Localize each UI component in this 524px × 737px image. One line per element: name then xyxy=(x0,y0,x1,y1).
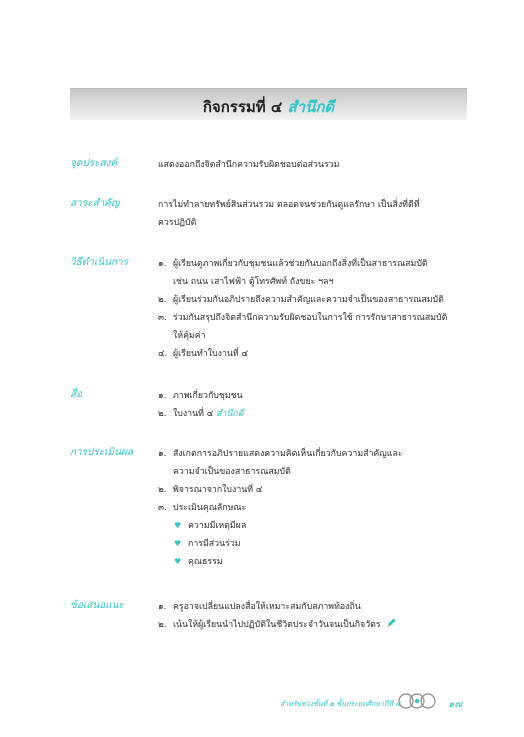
page-number: ๑๗ xyxy=(448,699,462,710)
procedure-item xyxy=(158,255,470,291)
procedure-item xyxy=(158,345,470,363)
media-item xyxy=(158,387,470,405)
item-number: ๒. xyxy=(158,620,167,630)
media-item xyxy=(158,405,470,423)
objective-text xyxy=(158,156,470,174)
suggestion-item xyxy=(158,598,470,616)
evaluation-list xyxy=(158,445,470,571)
item-text: ใบงานที่ ๔ xyxy=(173,409,217,419)
item-line: พิจารณาจากใบงานที่ ๔ xyxy=(173,485,263,495)
trait-text: คุณธรรม xyxy=(188,557,223,567)
item-text: เน้นให้ผู้เรียนนำไปปฏิบัติในชีวิตประจำวันจนเป็นกิจวัตร xyxy=(173,620,381,630)
concept-text xyxy=(158,196,470,232)
item-line: ผู้เรียนดูภาพเกี่ยวกับชุมชนแล้วช่วยกันบอกถึงสิ่งที่เป็นสาธารณสมบัติ xyxy=(173,259,428,269)
procedure-list xyxy=(158,255,470,363)
item-line: ให้คุ้มค่า xyxy=(173,331,206,341)
evaluation-item xyxy=(158,499,470,517)
item-accent: สำนึกดี xyxy=(216,409,244,419)
concept-line: ควรปฏิบัติ xyxy=(158,218,197,228)
suggestions-label: ข้อเสนอแนะ xyxy=(70,600,124,611)
item-line: ความจำเป็นของสาธารณสมบัติ xyxy=(173,467,291,477)
footer xyxy=(270,695,470,711)
trait-text: ความมีเหตุมีผล xyxy=(188,521,247,531)
media-list xyxy=(158,387,470,423)
item-line: ประเมินคุณลักษณะ xyxy=(173,503,247,513)
suggestions-list xyxy=(158,598,470,634)
item-line: เช่น ถนน เสาไฟฟ้า ตู้โทรศัพท์ ถังขยะ ฯลฯ xyxy=(173,277,334,287)
evaluation-item xyxy=(158,481,470,499)
item-number: ๒. xyxy=(158,409,167,419)
heart-bullet-icon: ♥ xyxy=(174,521,182,530)
pencil-icon xyxy=(385,617,397,629)
item-number: ๑. xyxy=(158,602,167,612)
objective-line: แสดงออกถึงจิตสำนึกความรับผิดชอบต่อส่วนรวม xyxy=(158,160,340,170)
item-number: ๑. xyxy=(158,391,167,401)
heart-bullet-icon: ♥ xyxy=(174,539,182,548)
item-line: ผู้เรียนทำใบงานที่ ๔ xyxy=(173,349,249,359)
trait-item xyxy=(158,535,470,553)
concept-line: การไม่ทำลายทรัพย์สินส่วนรวม ตลอดจนช่วยกันดูแลรักษา เป็นสิ่งที่ดีที่ xyxy=(158,200,420,210)
item-number: ๔. xyxy=(158,349,168,359)
trait-text: การมีส่วนร่วม xyxy=(188,539,241,549)
item-line: ร่วมกันสรุปถึงจิตสำนึกความรับผิดชอบในการใช้ การรักษาสาธารณสมบัติ xyxy=(173,313,448,323)
item-line: สังเกตการอภิปรายแสดงความคิดเห็นเกี่ยวกับความสำคัญและ xyxy=(173,449,403,459)
title-prefix: กิจกรรมที่ ๔ xyxy=(202,98,283,116)
page-title xyxy=(70,95,467,119)
title-accent: สำนึกดี xyxy=(287,98,335,116)
concept-label: สาระสำคัญ xyxy=(70,198,120,209)
item-number: ๑. xyxy=(158,259,167,269)
title-band xyxy=(70,88,467,120)
item-line: ผู้เรียนร่วมกันอภิปรายถึงความสำคัญและความจำเป็นของสาธารณสมบัติ xyxy=(173,295,444,305)
heart-bullet-icon: ♥ xyxy=(174,557,182,566)
procedure-label: วิธีดำเนินการ xyxy=(70,257,128,268)
footer-note: สำหรับช่วงชั้นที่ ๒ ชั้นประถมศึกษาปีที่ ๔ xyxy=(280,700,401,708)
emblem-icon xyxy=(390,691,446,711)
trait-item xyxy=(158,517,470,535)
item-number: ๒. xyxy=(158,485,167,495)
evaluation-item xyxy=(158,445,470,481)
item-number: ๓. xyxy=(158,313,167,323)
item-text: ภาพเกี่ยวกับชุมชน xyxy=(173,391,243,401)
trait-item xyxy=(158,553,470,571)
item-text: ครูอาจเปลี่ยนแปลงสื่อให้เหมาะสมกับสภาพท้องถิ่น xyxy=(173,602,361,612)
item-number: ๓. xyxy=(158,503,167,513)
procedure-item xyxy=(158,309,470,345)
suggestion-item xyxy=(158,616,470,634)
evaluation-label: การประเมินผล xyxy=(70,447,133,458)
objective-label: จุดประสงค์ xyxy=(70,158,118,169)
media-label: สื่อ xyxy=(70,389,83,400)
procedure-item xyxy=(158,291,470,309)
item-number: ๑. xyxy=(158,449,167,459)
item-number: ๒. xyxy=(158,295,167,305)
